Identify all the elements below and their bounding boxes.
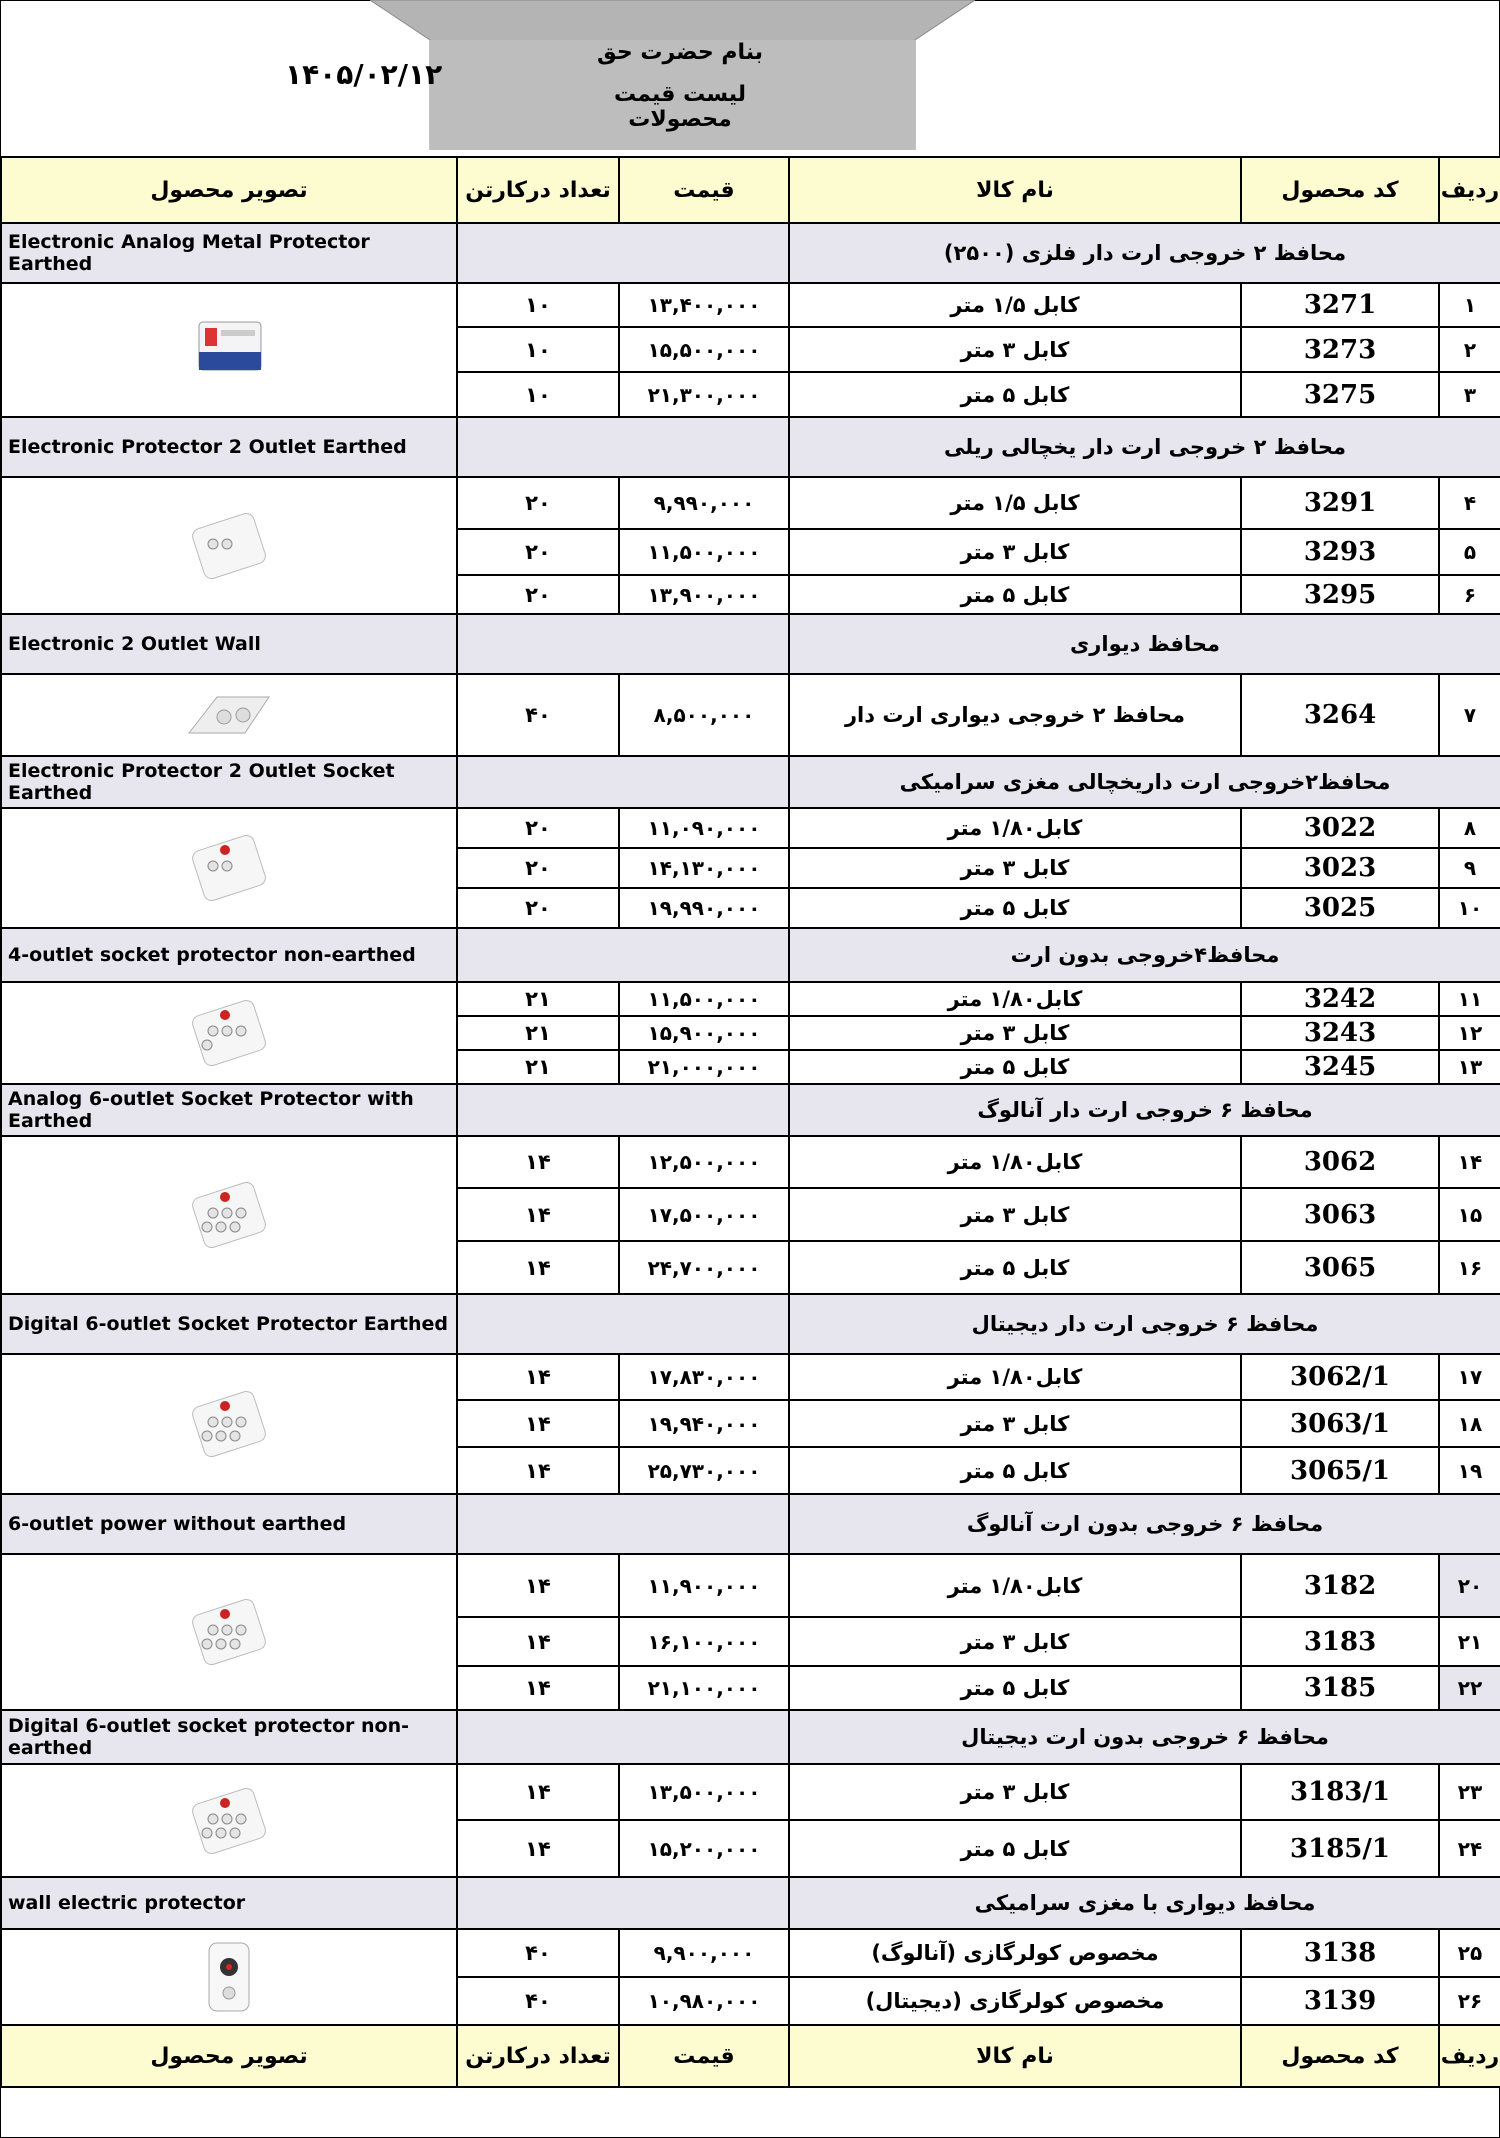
product-name: کابل ۳ متر <box>789 848 1241 888</box>
product-row <box>1 674 1500 756</box>
column-header-code: کد محصول <box>1241 157 1439 223</box>
price: ۱۹,۹۹۰,۰۰۰ <box>619 888 789 928</box>
product-code: 3185/1 <box>1241 1820 1439 1877</box>
product-image-cell <box>1 283 457 417</box>
section-header <box>1 756 1500 808</box>
product-code: 3025 <box>1241 888 1439 928</box>
product-name: کابل ۵ متر <box>789 1241 1241 1294</box>
price: ۱۳,۹۰۰,۰۰۰ <box>619 575 789 614</box>
product-row <box>1 283 1500 327</box>
section-title-en: Digital 6-outlet Socket Protector Earthed <box>1 1294 457 1354</box>
section-title-en: wall electric protector <box>1 1877 457 1929</box>
row-number: ۸ <box>1439 808 1500 848</box>
carton-qty: ۱۰ <box>457 327 619 372</box>
table-footer-header <box>1 2025 1500 2087</box>
section-title-en: 4-outlet socket protector non-earthed <box>1 928 457 982</box>
product-name: کابل ۵ متر <box>789 1666 1241 1710</box>
section-title-fa: محافظ ۲ خروجی ارت دار فلزی (۲۵۰۰) <box>789 223 1500 283</box>
section-title-fa: محافظ ۶ خروجی بدون ارت دیجیتال <box>789 1710 1500 1764</box>
product-code: 3293 <box>1241 529 1439 575</box>
price: ۲۱,۱۰۰,۰۰۰ <box>619 1666 789 1710</box>
price: ۱۱,۹۰۰,۰۰۰ <box>619 1554 789 1617</box>
row-number: ۲ <box>1439 327 1500 372</box>
carton-qty: ۲۱ <box>457 1050 619 1084</box>
row-number: ۲۴ <box>1439 1820 1500 1877</box>
product-code: 3243 <box>1241 1016 1439 1050</box>
section-spacer <box>457 756 789 808</box>
section-title-en: Electronic Protector 2 Outlet Earthed <box>1 417 457 477</box>
section-spacer <box>457 417 789 477</box>
price: ۲۵,۷۳۰,۰۰۰ <box>619 1447 789 1494</box>
row-number: ۱۴ <box>1439 1136 1500 1188</box>
product-code: 3271 <box>1241 283 1439 327</box>
section-header <box>1 1877 1500 1929</box>
carton-qty: ۴۰ <box>457 1977 619 2025</box>
section-header <box>1 614 1500 674</box>
product-name: کابل۱/۸۰ متر <box>789 1354 1241 1400</box>
product-name: کابل ۵ متر <box>789 575 1241 614</box>
document-header <box>0 0 1500 156</box>
section-spacer <box>457 223 789 283</box>
column-header-qty: تعداد درکارتن <box>457 2025 619 2087</box>
column-header-name: نام کالا <box>789 157 1241 223</box>
carton-qty: ۱۴ <box>457 1400 619 1447</box>
section-spacer <box>457 928 789 982</box>
product-name: کابل ۳ متر <box>789 1016 1241 1050</box>
carton-qty: ۱۴ <box>457 1666 619 1710</box>
section-header <box>1 928 1500 982</box>
section-title-fa: محافظ دیواری با مغزی سرامیکی <box>789 1877 1500 1929</box>
price: ۲۱,۳۰۰,۰۰۰ <box>619 372 789 417</box>
section-title-fa: محافظ ۶ خروجی ارت دار آنالوگ <box>789 1084 1500 1136</box>
row-number: ۱۵ <box>1439 1188 1500 1241</box>
row-number: ۱۹ <box>1439 1447 1500 1494</box>
row-number: ۱۱ <box>1439 982 1500 1016</box>
product-image-cell <box>1 1136 457 1294</box>
product-code: 3185 <box>1241 1666 1439 1710</box>
product-name: کابل ۵ متر <box>789 372 1241 417</box>
section-title-en: Electronic Protector 2 Outlet Socket Earthed <box>1 756 457 808</box>
row-number: ۱۲ <box>1439 1016 1500 1050</box>
product-name: کابل ۵ متر <box>789 1050 1241 1084</box>
product-code: 3138 <box>1241 1929 1439 1977</box>
section-header <box>1 1710 1500 1764</box>
price: ۱۱,۵۰۰,۰۰۰ <box>619 529 789 575</box>
row-number: ۱۶ <box>1439 1241 1500 1294</box>
row-number: ۱۷ <box>1439 1354 1500 1400</box>
price: ۱۵,۹۰۰,۰۰۰ <box>619 1016 789 1050</box>
carton-qty: ۱۴ <box>457 1241 619 1294</box>
product-code: 3291 <box>1241 477 1439 529</box>
product-name: کابل ۳ متر <box>789 1400 1241 1447</box>
product-code: 3295 <box>1241 575 1439 614</box>
carton-qty: ۱۴ <box>457 1354 619 1400</box>
column-header-image: تصویر محصول <box>1 157 457 223</box>
section-spacer <box>457 614 789 674</box>
product-image-cell <box>1 808 457 928</box>
product-name: کابل ۱/۵ متر <box>789 283 1241 327</box>
price: ۱۵,۲۰۰,۰۰۰ <box>619 1820 789 1877</box>
product-row <box>1 1764 1500 1820</box>
product-row <box>1 808 1500 848</box>
price: ۱۳,۴۰۰,۰۰۰ <box>619 283 789 327</box>
product-code: 3062 <box>1241 1136 1439 1188</box>
section-title-en: 6-outlet power without earthed <box>1 1494 457 1554</box>
carton-qty: ۱۴ <box>457 1188 619 1241</box>
section-title-en: Electronic Analog Metal Protector Earthed <box>1 223 457 283</box>
product-code: 3245 <box>1241 1050 1439 1084</box>
product-code: 3264 <box>1241 674 1439 756</box>
product-image-cell <box>1 674 457 756</box>
price: ۹,۹۹۰,۰۰۰ <box>619 477 789 529</box>
product-code: 3275 <box>1241 372 1439 417</box>
section-title-en: Electronic 2 Outlet Wall <box>1 614 457 674</box>
section-spacer <box>457 1294 789 1354</box>
section-header <box>1 1494 1500 1554</box>
product-image-cell <box>1 1554 457 1710</box>
section-spacer <box>457 1710 789 1764</box>
product-name: کابل ۳ متر <box>789 327 1241 372</box>
product-name: کابل ۳ متر <box>789 1188 1241 1241</box>
row-number: ۲۱ <box>1439 1617 1500 1666</box>
section-header <box>1 223 1500 283</box>
product-image <box>169 1592 289 1672</box>
carton-qty: ۴۰ <box>457 1929 619 1977</box>
price: ۱۱,۰۹۰,۰۰۰ <box>619 808 789 848</box>
product-image <box>169 1384 289 1464</box>
price: ۱۹,۹۴۰,۰۰۰ <box>619 1400 789 1447</box>
product-image-cell <box>1 1354 457 1494</box>
row-number: ۱۰ <box>1439 888 1500 928</box>
column-header-row: ردیف <box>1439 2025 1500 2087</box>
product-code: 3065 <box>1241 1241 1439 1294</box>
column-header-qty: تعداد درکارتن <box>457 157 619 223</box>
carton-qty: ۲۰ <box>457 888 619 928</box>
carton-qty: ۲۱ <box>457 982 619 1016</box>
product-code: 3242 <box>1241 982 1439 1016</box>
carton-qty: ۲۰ <box>457 808 619 848</box>
section-title-fa: محافظ ۶ خروجی ارت دار دیجیتال <box>789 1294 1500 1354</box>
carton-qty: ۲۰ <box>457 477 619 529</box>
product-name: کابل ۳ متر <box>789 529 1241 575</box>
row-number: ۲۶ <box>1439 1977 1500 2025</box>
section-spacer <box>457 1494 789 1554</box>
row-number: ۷ <box>1439 674 1500 756</box>
product-image-cell <box>1 1764 457 1877</box>
carton-qty: ۱۰ <box>457 283 619 327</box>
section-header <box>1 1084 1500 1136</box>
product-code: 3065/1 <box>1241 1447 1439 1494</box>
section-title-fa: محافظ دیواری <box>789 614 1500 674</box>
product-code: 3183 <box>1241 1617 1439 1666</box>
product-image <box>169 1175 289 1255</box>
product-row <box>1 1354 1500 1400</box>
product-code: 3062/1 <box>1241 1354 1439 1400</box>
price: ۱۳,۵۰۰,۰۰۰ <box>619 1764 789 1820</box>
row-number: ۱۳ <box>1439 1050 1500 1084</box>
price: ۱۴,۱۳۰,۰۰۰ <box>619 848 789 888</box>
product-code: 3182 <box>1241 1554 1439 1617</box>
price: ۹,۹۰۰,۰۰۰ <box>619 1929 789 1977</box>
carton-qty: ۲۰ <box>457 575 619 614</box>
product-image <box>169 310 289 390</box>
column-header-price: قیمت <box>619 157 789 223</box>
column-header-price: قیمت <box>619 2025 789 2087</box>
product-name: کابل ۳ متر <box>789 1764 1241 1820</box>
section-spacer <box>457 1084 789 1136</box>
row-number: ۳ <box>1439 372 1500 417</box>
carton-qty: ۱۰ <box>457 372 619 417</box>
row-number: ۹ <box>1439 848 1500 888</box>
product-name: کابل۱/۸۰ متر <box>789 982 1241 1016</box>
product-image <box>169 1781 289 1861</box>
product-row <box>1 982 1500 1016</box>
product-image-cell <box>1 982 457 1084</box>
product-name: کابل۱/۸۰ متر <box>789 808 1241 848</box>
product-name: کابل۱/۸۰ متر <box>789 1136 1241 1188</box>
product-code: 3183/1 <box>1241 1764 1439 1820</box>
price: ۱۲,۵۰۰,۰۰۰ <box>619 1136 789 1188</box>
header-greeting: بنام حضرت حق <box>597 40 763 65</box>
carton-qty: ۴۰ <box>457 674 619 756</box>
carton-qty: ۱۴ <box>457 1554 619 1617</box>
row-number: ۱ <box>1439 283 1500 327</box>
column-header-name: نام کالا <box>789 2025 1241 2087</box>
carton-qty: ۲۰ <box>457 529 619 575</box>
product-row <box>1 1554 1500 1617</box>
product-name: کابل ۵ متر <box>789 1447 1241 1494</box>
column-header-row: ردیف <box>1439 157 1500 223</box>
price: ۲۴,۷۰۰,۰۰۰ <box>619 1241 789 1294</box>
product-image <box>169 828 289 908</box>
row-number: ۲۰ <box>1439 1554 1500 1617</box>
section-header <box>1 417 1500 477</box>
price-table <box>0 156 1500 2088</box>
product-code: 3063/1 <box>1241 1400 1439 1447</box>
price: ۱۱,۵۰۰,۰۰۰ <box>619 982 789 1016</box>
product-row <box>1 1136 1500 1188</box>
product-code: 3022 <box>1241 808 1439 848</box>
section-title-en: Analog 6-outlet Socket Protector with Earthed <box>1 1084 457 1136</box>
product-name: کابل ۵ متر <box>789 888 1241 928</box>
price: ۱۶,۱۰۰,۰۰۰ <box>619 1617 789 1666</box>
row-number: ۱۸ <box>1439 1400 1500 1447</box>
page-title: لیست قیمت محصولات <box>614 82 746 132</box>
product-image <box>169 675 289 755</box>
product-image-cell <box>1 477 457 614</box>
document-date: ۱۴۰۵/۰۲/۱۲ <box>285 58 443 91</box>
product-code: 3139 <box>1241 1977 1439 2025</box>
product-name: کابل ۳ متر <box>789 1617 1241 1666</box>
product-name: محافظ ۲ خروجی دیواری ارت دار <box>789 674 1241 756</box>
section-title-fa: محافظ۴خروجی بدون ارت <box>789 928 1500 982</box>
row-number: ۴ <box>1439 477 1500 529</box>
product-name: کابل۱/۸۰ متر <box>789 1554 1241 1617</box>
product-name: کابل ۱/۵ متر <box>789 477 1241 529</box>
carton-qty: ۱۴ <box>457 1447 619 1494</box>
product-image <box>169 993 289 1073</box>
section-title-fa: محافظ ۶ خروجی بدون ارت آنالوگ <box>789 1494 1500 1554</box>
product-name: مخصوص کولرگازی (آنالوگ) <box>789 1929 1241 1977</box>
section-title-fa: محافظ۲خروجی ارت داریخچالی مغزی سرامیکی <box>789 756 1500 808</box>
carton-qty: ۲۱ <box>457 1016 619 1050</box>
product-name: مخصوص کولرگازی (دیجیتال) <box>789 1977 1241 2025</box>
row-number: ۵ <box>1439 529 1500 575</box>
section-spacer <box>457 1877 789 1929</box>
section-header <box>1 1294 1500 1354</box>
product-image <box>169 506 289 586</box>
carton-qty: ۱۴ <box>457 1617 619 1666</box>
carton-qty: ۱۴ <box>457 1820 619 1877</box>
carton-qty: ۲۰ <box>457 848 619 888</box>
price: ۱۵,۵۰۰,۰۰۰ <box>619 327 789 372</box>
column-header-image: تصویر محصول <box>1 2025 457 2087</box>
product-code: 3023 <box>1241 848 1439 888</box>
product-row <box>1 477 1500 529</box>
row-number: ۲۵ <box>1439 1929 1500 1977</box>
product-image-cell <box>1 1929 457 2025</box>
carton-qty: ۱۴ <box>457 1764 619 1820</box>
product-code: 3063 <box>1241 1188 1439 1241</box>
price: ۱۷,۵۰۰,۰۰۰ <box>619 1188 789 1241</box>
column-header-code: کد محصول <box>1241 2025 1439 2087</box>
product-image <box>169 1937 289 2017</box>
price: ۱۷,۸۳۰,۰۰۰ <box>619 1354 789 1400</box>
product-name: کابل ۵ متر <box>789 1820 1241 1877</box>
product-row <box>1 1929 1500 1977</box>
price: ۸,۵۰۰,۰۰۰ <box>619 674 789 756</box>
section-title-en: Digital 6-outlet socket protector non-earthed <box>1 1710 457 1764</box>
product-code: 3273 <box>1241 327 1439 372</box>
row-number: ۶ <box>1439 575 1500 614</box>
section-title-fa: محافظ ۲ خروجی ارت دار یخچالی ریلی <box>789 417 1500 477</box>
row-number: ۲۲ <box>1439 1666 1500 1710</box>
table-header <box>1 157 1500 223</box>
row-number: ۲۳ <box>1439 1764 1500 1820</box>
price: ۲۱,۰۰۰,۰۰۰ <box>619 1050 789 1084</box>
price: ۱۰,۹۸۰,۰۰۰ <box>619 1977 789 2025</box>
carton-qty: ۱۴ <box>457 1136 619 1188</box>
